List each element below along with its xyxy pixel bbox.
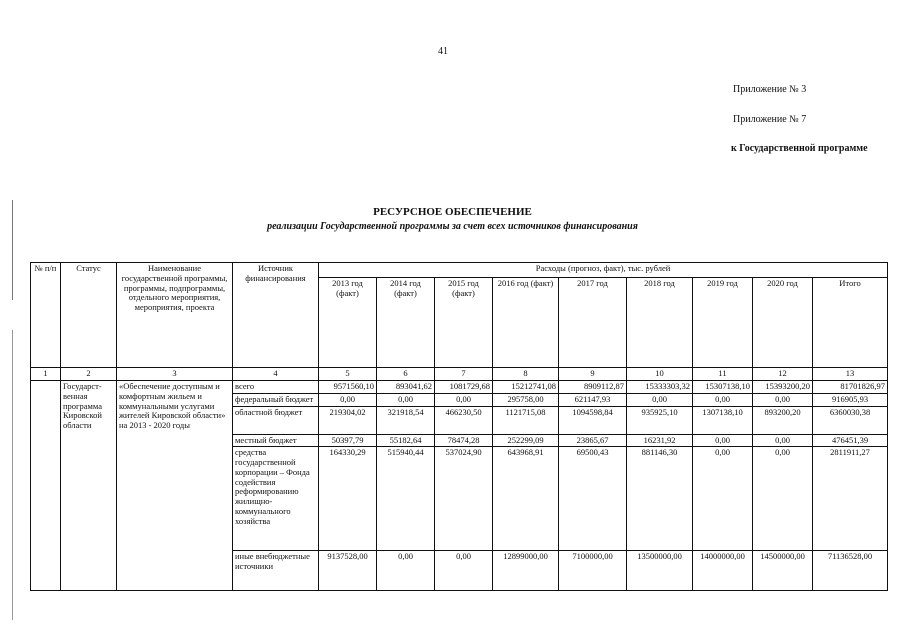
value-cell: 81701826,97 (813, 381, 888, 394)
table-row (31, 381, 888, 394)
value-cell: 16231,92 (627, 434, 693, 447)
value-cell: 8909112,87 (559, 381, 627, 394)
value-cell: 0,00 (377, 551, 435, 591)
header-num: № п/п (31, 263, 61, 368)
value-cell: 15212741,08 (493, 381, 559, 394)
value-cell: 0,00 (693, 434, 753, 447)
header-year: 2016 год (факт) (493, 278, 559, 368)
column-number: 12 (753, 368, 813, 381)
header-year: 2020 год (753, 278, 813, 368)
value-cell: 219304,02 (319, 406, 377, 434)
value-cell: 7100000,00 (559, 551, 627, 591)
value-cell: 1307138,10 (693, 406, 753, 434)
value-cell: 9571560,10 (319, 381, 377, 394)
value-cell: 935925,10 (627, 406, 693, 434)
header-year: 2013 год (факт) (319, 278, 377, 368)
column-number: 13 (813, 368, 888, 381)
header-source: Источник финансирования (233, 263, 319, 368)
value-cell: 50397,79 (319, 434, 377, 447)
value-cell: 71136528,00 (813, 551, 888, 591)
source-cell: всего (233, 381, 319, 394)
header-year: 2017 год (559, 278, 627, 368)
header-year: 2015 год (факт) (435, 278, 493, 368)
header-total: Итого (813, 278, 888, 368)
value-cell: 466230,50 (435, 406, 493, 434)
column-numbers-row (31, 368, 888, 381)
value-cell: 6360030,38 (813, 406, 888, 434)
value-cell: 0,00 (627, 393, 693, 406)
value-cell: 0,00 (319, 393, 377, 406)
value-cell: 0,00 (753, 434, 813, 447)
value-cell: 0,00 (693, 393, 753, 406)
value-cell: 295758,00 (493, 393, 559, 406)
column-number: 11 (693, 368, 753, 381)
resource-table (30, 262, 888, 591)
value-cell: 916905,93 (813, 393, 888, 406)
value-cell: 0,00 (753, 393, 813, 406)
header-status: Статус (61, 263, 117, 368)
value-cell: 2811911,27 (813, 447, 888, 551)
column-number: 7 (435, 368, 493, 381)
source-cell: областной бюджет (233, 406, 319, 434)
value-cell: 881146,30 (627, 447, 693, 551)
column-number: 1 (31, 368, 61, 381)
program-name: «Обеспечение доступным и комфортным жильем и коммунальными услугами жителей Кировской области» на 2013 - 2020 годы (117, 381, 233, 591)
source-cell: иные внебюджетные источники (233, 551, 319, 591)
header-year: 2019 год (693, 278, 753, 368)
value-cell: 893200,20 (753, 406, 813, 434)
header-year: 2018 год (627, 278, 693, 368)
value-cell: 537024,90 (435, 447, 493, 551)
column-number: 8 (493, 368, 559, 381)
value-cell: 515940,44 (377, 447, 435, 551)
row-num-cell (31, 381, 61, 591)
document-subtitle: реализации Государственной программы за счет всех источников финансирования (267, 221, 638, 232)
program-status: Государст-венная программа Кировской области (61, 381, 117, 591)
value-cell: 15307138,10 (693, 381, 753, 394)
value-cell: 643968,91 (493, 447, 559, 551)
source-cell: местный бюджет (233, 434, 319, 447)
source-cell: федеральный бюджет (233, 393, 319, 406)
value-cell: 15393200,20 (753, 381, 813, 394)
value-cell: 0,00 (693, 447, 753, 551)
header-row (31, 263, 888, 278)
value-cell: 893041,62 (377, 381, 435, 394)
value-cell: 0,00 (753, 447, 813, 551)
column-number: 10 (627, 368, 693, 381)
value-cell: 0,00 (377, 393, 435, 406)
value-cell: 13500000,00 (627, 551, 693, 591)
value-cell: 0,00 (435, 393, 493, 406)
value-cell: 69500,43 (559, 447, 627, 551)
column-number: 4 (233, 368, 319, 381)
value-cell: 321918,54 (377, 406, 435, 434)
column-number: 2 (61, 368, 117, 381)
scan-edge-line (12, 330, 13, 620)
value-cell: 14000000,00 (693, 551, 753, 591)
column-number: 3 (117, 368, 233, 381)
column-number: 9 (559, 368, 627, 381)
value-cell: 621147,93 (559, 393, 627, 406)
value-cell: 15333303,32 (627, 381, 693, 394)
value-cell: 164330,29 (319, 447, 377, 551)
document-title: РЕСУРСНОЕ ОБЕСПЕЧЕНИЕ (373, 206, 532, 218)
value-cell: 0,00 (435, 551, 493, 591)
value-cell: 14500000,00 (753, 551, 813, 591)
value-cell: 1121715,08 (493, 406, 559, 434)
appendix-line-1: Приложение № 3 (733, 84, 807, 95)
source-cell: средства государственной корпорации – Фонда содействия реформированию жилищно-коммунального хозяйства (233, 447, 319, 551)
value-cell: 1094598,84 (559, 406, 627, 434)
value-cell: 12899000,00 (493, 551, 559, 591)
value-cell: 23865,67 (559, 434, 627, 447)
value-cell: 1081729,68 (435, 381, 493, 394)
header-name: Наименование государственной программы, программы, подпрограммы, отдельного мероприятия, мероприятия, проекта (117, 263, 233, 368)
header-year: 2014 год (факт) (377, 278, 435, 368)
value-cell: 55182,64 (377, 434, 435, 447)
value-cell: 9137528,00 (319, 551, 377, 591)
value-cell: 476451,39 (813, 434, 888, 447)
value-cell: 252299,09 (493, 434, 559, 447)
appendix-line-3: к Государственной программе (731, 143, 868, 154)
header-expenses: Расходы (прогноз, факт), тыс. рублей (319, 263, 888, 278)
appendix-line-2: Приложение № 7 (733, 114, 807, 125)
page-number: 41 (438, 46, 448, 57)
value-cell: 78474,28 (435, 434, 493, 447)
column-number: 6 (377, 368, 435, 381)
column-number: 5 (319, 368, 377, 381)
